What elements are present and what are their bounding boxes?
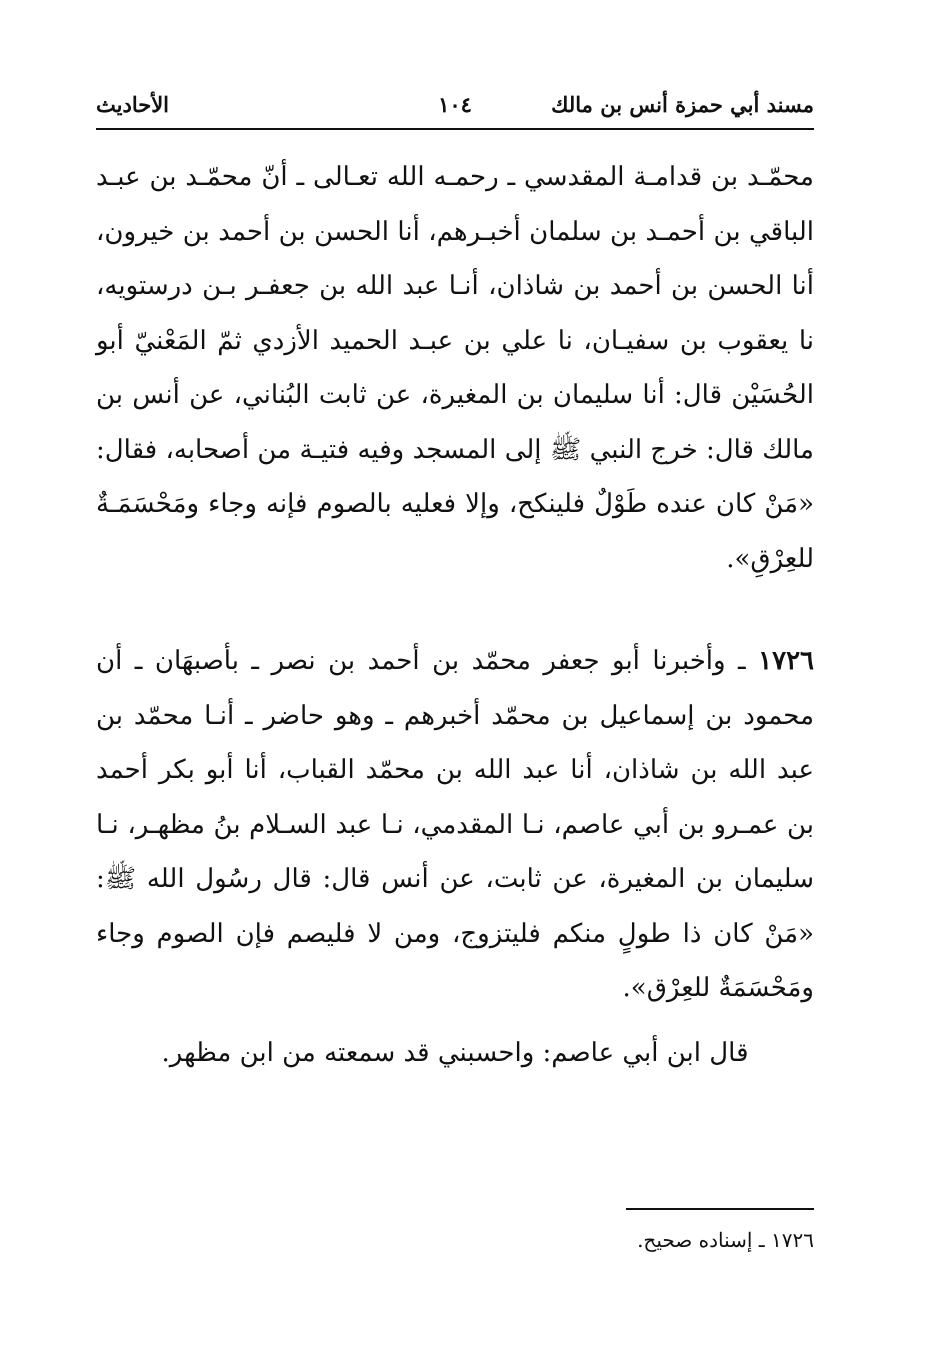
main-text	[96, 150, 814, 1080]
hadith-number: ١٧٢٦	[758, 646, 815, 676]
paragraph-continuation: محمّـد بن قدامـة المقدسي ـ رحمـه الله تعـالى ـ أنّ محمّـد بن عبـد الباقي بن أحمـد بن سلمان أخبـرهم، أنا الحسن بن أحمد بن خيرون، أنا الحسن بن أحمد بن شاذان، أنـا عبد الله بن جعفـر بـن درستويه، نا يعقوب بن سفيـان، نا علي بن عبـد الحميد الأزدي ثمّ المَعْنيّ أبو الحُسَيْن قال: أنا سليمان بن المغيرة، عن ثابت البُناني، عن أنس بن مالك قال: خرج النبي ﷺ إلى المسجد وفيه فتيـة من أصحابه، فقال: «مَنْ كان عنده طَوْلٌ فلينكح، وإلا فعليه بالصوم فإنه وجاء ومَحْسَمَـةٌ للعِرْقِ».	[96, 162, 814, 574]
footnote-rule	[626, 1208, 814, 1210]
hadith-text: ـ وأخبرنا أبو جعفر محمّد بن أحمد بن نصر ـ بأصبهَان ـ أن محمود بن إسماعيل بن محمّد أخبرهم ـ وهو حاضر ـ أنـا محمّد بن عبد الله بن شاذان، أنا عبد الله بن محمّد القباب، أنا أبو بكر أحمد بن عمـرو بن أبي عاصم، نـا المقدمي، نـا عبد السـلام بنُ مظهـر، نـا سليمان بن المغيرة، عن ثابت، عن أنس قال: قال رسُول الله ﷺ: «مَنْ كان ذا طولٍ منكم فليتزوج، ومن لا فليصم فإن الصوم وجاء ومَحْسَمَةٌ للعِرْق».	[96, 646, 814, 1003]
book-title: مسند أبي حمزة أنس بن مالك	[551, 92, 814, 117]
section-title: الأحاديث	[96, 92, 170, 117]
running-header	[96, 92, 814, 132]
closing-note: قال ابن أبي عاصم: واحسبني قد سمعته من ابن مظهر.	[161, 1037, 749, 1068]
page-number: ١٠٤	[438, 92, 472, 117]
header-rule	[96, 128, 814, 130]
footnote: ١٧٢٦ ـ إسناده صحيح.	[637, 1228, 814, 1252]
hadith-entry	[96, 634, 814, 1016]
